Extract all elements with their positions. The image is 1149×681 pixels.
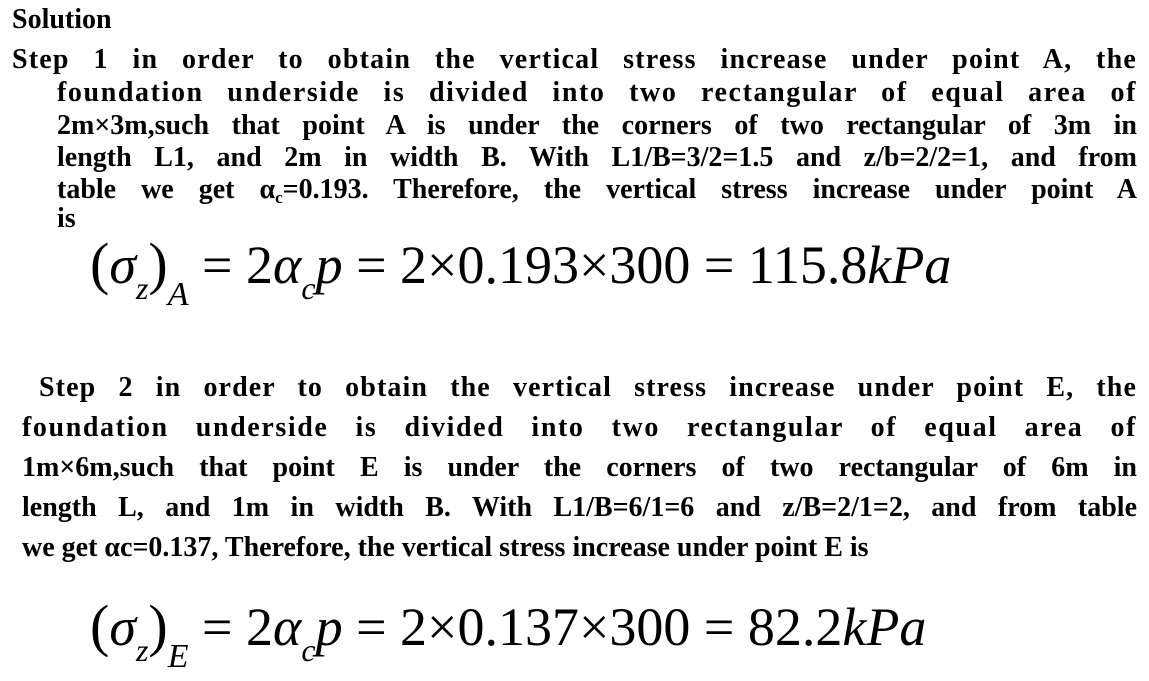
step-2-line-5: we get αc=0.137, Therefore, the vertical stress increase under point E is	[22, 532, 869, 563]
formula-a-p: p	[315, 235, 343, 295]
formula-a-outer-sub: A	[167, 276, 189, 313]
formula-e-alpha: α	[273, 597, 302, 657]
formula-e-rest: = 2×0.137×300 = 82.2	[342, 597, 843, 657]
formula-a-open-paren: (	[90, 231, 110, 296]
formula-a-alpha: α	[273, 235, 302, 295]
formula-e-unit: kPa	[842, 597, 927, 657]
formula-a-close-paren: )	[148, 231, 168, 296]
step-1-line-2: foundation underside is divided into two rectangular of equal area of	[57, 77, 1137, 108]
step-2-line-4: length L, and 1m in width B. With L1/B=6/1=6 and z/B=2/1=2, and from table	[22, 492, 1137, 523]
step-1-line-5-post: =0.193. Therefore, the vertical stress increase under point A	[282, 174, 1137, 205]
formula-a-alpha-sub: c	[301, 270, 316, 306]
formula-e-sigma: σ	[109, 597, 136, 657]
formula-a-sigma: σ	[109, 235, 136, 295]
formula-a-unit: kPa	[867, 235, 952, 295]
alpha-c-subscript: c	[275, 188, 283, 207]
formula-e-sigma-sub: z	[135, 632, 149, 668]
formula-point-e	[90, 592, 927, 675]
step-1-line-5-pre: table we get α	[57, 174, 276, 205]
formula-e-outer-sub: E	[167, 638, 189, 675]
formula-point-a	[90, 230, 952, 313]
step-2-line-1: Step 2 in order to obtain the vertical stress increase under point E, the	[39, 372, 1137, 403]
step-1-line-4: length L1, and 2m in width B. With L1/B=3/2=1.5 and z/b=2/2=1, and from	[57, 142, 1137, 173]
formula-e-close-paren: )	[148, 593, 168, 658]
formula-a-eq1: = 2	[188, 235, 273, 295]
formula-e-p: p	[315, 597, 343, 657]
step-2-paragraph	[22, 368, 1137, 568]
step-2-line-2: foundation underside is divided into two rectangular of equal area of	[22, 412, 1137, 443]
formula-e-eq1: = 2	[188, 597, 273, 657]
step-1-paragraph	[12, 44, 1137, 232]
step-2-line-3: 1m×6m,such that point E is under the corners of two rectangular of 6m in	[22, 452, 1137, 483]
formula-a-sigma-sub: z	[135, 270, 149, 306]
formula-e-alpha-sub: c	[301, 632, 316, 668]
step-1-line-5	[57, 174, 1137, 206]
solution-heading: Solution	[12, 4, 112, 35]
step-1-line-3: 2m×3m,such that point A is under the corners of two rectangular of 3m in	[57, 110, 1137, 141]
step-1-line-1: Step 1 in order to obtain the vertical stress increase under point A, the	[12, 44, 1137, 75]
formula-e-open-paren: (	[90, 593, 110, 658]
formula-a-rest: = 2×0.193×300 = 115.8	[342, 235, 868, 295]
step-1-line-6: is	[57, 203, 76, 234]
